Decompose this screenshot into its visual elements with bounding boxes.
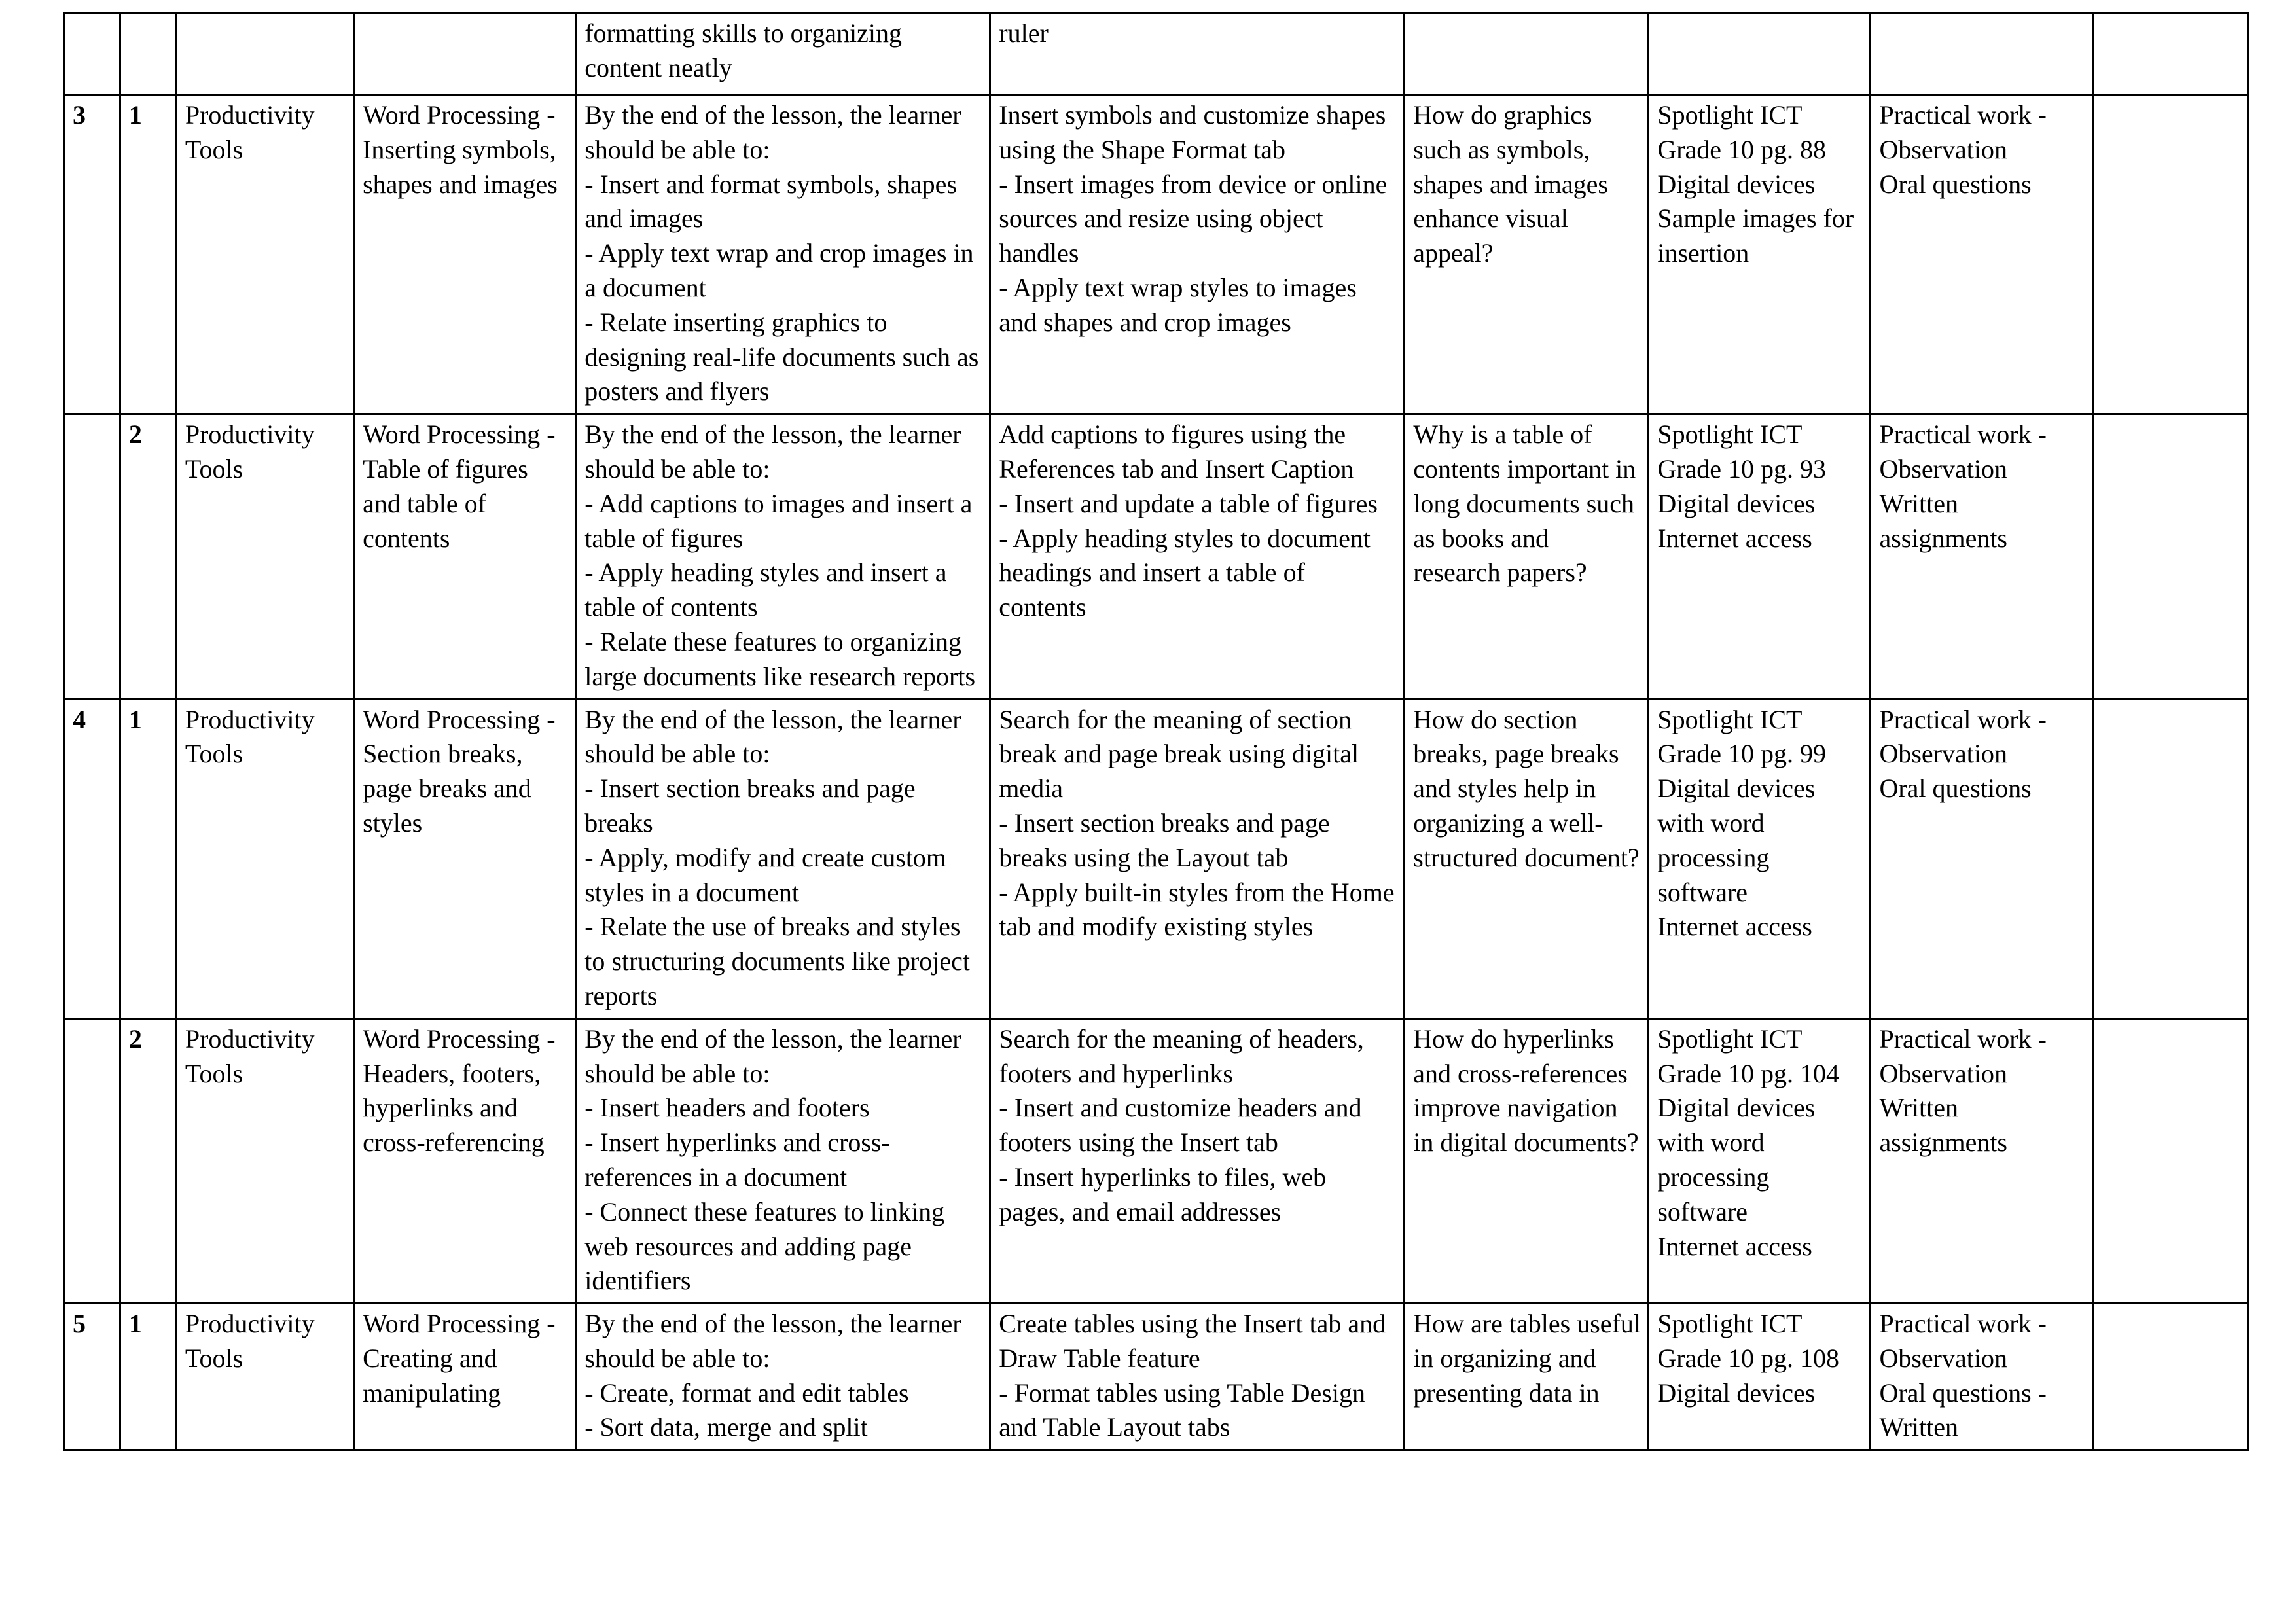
- outcomes-cell: [576, 414, 990, 699]
- strand-cell: Productivity Tools: [176, 699, 353, 1018]
- table-row: [64, 1018, 2248, 1303]
- reflection-cell: [2092, 95, 2248, 414]
- cell-line: - Relate inserting graphics to designing real-life documents such as posters and flyers: [584, 307, 979, 406]
- cell-line: Oral questions: [1879, 774, 2032, 804]
- learning-experiences-cell: [990, 1018, 1405, 1303]
- lesson-cell: 2: [120, 414, 176, 699]
- substrand-cell: [354, 13, 576, 95]
- cell-line: - Create, format and edit tables: [584, 1378, 909, 1408]
- cell-line: Digital devices: [1657, 488, 1816, 518]
- substrand-cell: Word Processing - Section breaks, page breaks and styles: [354, 699, 576, 1018]
- cell-line: - Apply, modify and create custom styles in a document: [584, 842, 947, 907]
- reflection-cell: [2092, 414, 2248, 699]
- learning-resources-cell: [1649, 95, 1871, 414]
- learning-resources-cell: [1649, 1304, 1871, 1450]
- table-row: [64, 95, 2248, 414]
- learning-resources-cell: [1649, 1018, 1871, 1303]
- week-cell: 5: [64, 1304, 120, 1450]
- strand-cell: Productivity Tools: [176, 1018, 353, 1303]
- cell-line: By the end of the lesson, the learner should be able to:: [584, 100, 961, 164]
- key-inquiry-cell: [1405, 13, 1649, 95]
- learning-experiences-cell: [990, 414, 1405, 699]
- learning-experiences-cell: ruler: [990, 13, 1405, 95]
- substrand-cell: Word Processing - Creating and manipulating: [354, 1304, 576, 1450]
- cell-line: - Format tables using Table Design and Table Layout tabs: [999, 1378, 1365, 1442]
- learning-resources-cell: [1649, 414, 1871, 699]
- strand-cell: [176, 13, 353, 95]
- table-row: [64, 699, 2248, 1018]
- cell-line: Spotlight ICT Grade 10 pg. 104: [1657, 1024, 1840, 1088]
- key-inquiry-cell: How are tables useful in organizing and presenting data in: [1405, 1304, 1649, 1450]
- cell-line: Spotlight ICT Grade 10 pg. 88: [1657, 100, 1827, 164]
- table-row: [64, 1304, 2248, 1450]
- outcomes-cell: [576, 1304, 990, 1450]
- key-inquiry-cell: How do hyperlinks and cross-references improve navigation in digital documents?: [1405, 1018, 1649, 1303]
- table-row: [64, 414, 2248, 699]
- learning-experiences-cell: [990, 95, 1405, 414]
- cell-line: - Connect these features to linking web resources and adding page identifiers: [584, 1196, 945, 1296]
- substrand-cell: Word Processing - Table of figures and table of contents: [354, 414, 576, 699]
- cell-line: By the end of the lesson, the learner should be able to:: [584, 419, 961, 484]
- cell-line: - Relate the use of breaks and styles to structuring documents like project reports: [584, 912, 970, 1010]
- learning-experiences-cell: [990, 699, 1405, 1018]
- cell-line: Spotlight ICT Grade 10 pg. 108: [1657, 1309, 1840, 1373]
- substrand-cell: Word Processing - Headers, footers, hyperlinks and cross-referencing: [354, 1018, 576, 1303]
- key-inquiry-cell: How do graphics such as symbols, shapes and images enhance visual appeal?: [1405, 95, 1649, 414]
- reflection-cell: [2092, 13, 2248, 95]
- lesson-cell: 1: [120, 95, 176, 414]
- cell-line: Internet access: [1657, 1231, 1812, 1261]
- cell-line: - Insert hyperlinks to files, web pages, and email addresses: [999, 1162, 1327, 1226]
- week-cell: [64, 13, 120, 95]
- cell-line: Practical work - Observation: [1879, 1024, 2047, 1088]
- cell-line: Practical work - Observation: [1879, 704, 2047, 769]
- learning-resources-cell: [1649, 699, 1871, 1018]
- cell-line: - Insert and format symbols, shapes and images: [584, 169, 958, 234]
- assessment-cell: [1871, 95, 2092, 414]
- cell-line: Internet access: [1657, 523, 1812, 553]
- cell-line: Practical work - Observation: [1879, 419, 2047, 484]
- assessment-cell: [1871, 1304, 2092, 1450]
- lesson-cell: 2: [120, 1018, 176, 1303]
- cell-line: Oral questions: [1879, 169, 2032, 199]
- strand-cell: Productivity Tools: [176, 95, 353, 414]
- lesson-cell: 1: [120, 1304, 176, 1450]
- learning-resources-cell: [1649, 13, 1871, 95]
- week-cell: 3: [64, 95, 120, 414]
- cell-line: Written assignments: [1879, 488, 2007, 553]
- cell-line: - Apply text wrap and crop images in a document: [584, 238, 974, 302]
- table-body: [64, 13, 2248, 1450]
- table-row: [64, 13, 2248, 95]
- cell-line: - Insert and customize headers and footers using the Insert tab: [999, 1093, 1362, 1158]
- cell-line: - Add captions to images and insert a table of figures: [584, 488, 973, 553]
- cell-line: By the end of the lesson, the learner should be able to:: [584, 1024, 961, 1088]
- reflection-cell: [2092, 699, 2248, 1018]
- key-inquiry-cell: Why is a table of contents important in long documents such as books and research papers?: [1405, 414, 1649, 699]
- assessment-cell: [1871, 414, 2092, 699]
- cell-line: Oral questions - Written: [1879, 1378, 2047, 1442]
- outcomes-cell: [576, 1018, 990, 1303]
- cell-line: Spotlight ICT Grade 10 pg. 93: [1657, 419, 1827, 484]
- cell-line: - Apply heading styles and insert a table of contents: [584, 558, 947, 622]
- reflection-cell: [2092, 1018, 2248, 1303]
- cell-line: Internet access: [1657, 912, 1812, 942]
- lesson-cell: 1: [120, 699, 176, 1018]
- cell-line: Digital devices: [1657, 169, 1816, 199]
- cell-line: Written assignments: [1879, 1093, 2007, 1158]
- reflection-cell: [2092, 1304, 2248, 1450]
- cell-line: - Apply text wrap styles to images and shapes and crop images: [999, 272, 1357, 337]
- outcomes-cell: [576, 95, 990, 414]
- cell-line: - Insert headers and footers: [584, 1093, 870, 1123]
- cell-line: Digital devices with word processing software: [1657, 774, 1816, 907]
- cell-line: Practical work - Observation: [1879, 1309, 2047, 1373]
- week-cell: [64, 1018, 120, 1303]
- assessment-cell: [1871, 1018, 2092, 1303]
- cell-line: Search for the meaning of section break and page break using digital media: [999, 704, 1359, 804]
- cell-line: - Insert section breaks and page breaks: [584, 774, 916, 838]
- cell-line: - Insert section breaks and page breaks using the Layout tab: [999, 808, 1330, 872]
- cell-line: Sample images for insertion: [1657, 204, 1854, 268]
- cell-line: Search for the meaning of headers, footers and hyperlinks: [999, 1024, 1364, 1088]
- cell-line: Digital devices: [1657, 1378, 1816, 1408]
- cell-line: Add captions to figures using the References tab and Insert Caption: [999, 419, 1354, 484]
- cell-line: - Apply built-in styles from the Home tab and modify existing styles: [999, 877, 1395, 942]
- substrand-cell: Word Processing - Inserting symbols, shapes and images: [354, 95, 576, 414]
- cell-line: - Insert hyperlinks and cross-references in a document: [584, 1128, 890, 1192]
- cell-line: - Insert images from device or online sources and resize using object handles: [999, 169, 1388, 268]
- learning-experiences-cell: [990, 1304, 1405, 1450]
- key-inquiry-cell: How do section breaks, page breaks and styles help in organizing a well-structured document?: [1405, 699, 1649, 1018]
- cell-line: - Insert and update a table of figures: [999, 488, 1378, 518]
- cell-line: Create tables using the Insert tab and Draw Table feature: [999, 1309, 1386, 1373]
- strand-cell: Productivity Tools: [176, 414, 353, 699]
- lesson-cell: [120, 13, 176, 95]
- week-cell: 4: [64, 699, 120, 1018]
- assessment-cell: [1871, 13, 2092, 95]
- cell-line: Insert symbols and customize shapes using the Shape Format tab: [999, 100, 1386, 164]
- strand-cell: Productivity Tools: [176, 1304, 353, 1450]
- cell-line: Digital devices with word processing software: [1657, 1093, 1816, 1226]
- cell-line: - Sort data, merge and split: [584, 1412, 868, 1442]
- cell-line: Spotlight ICT Grade 10 pg. 99: [1657, 704, 1827, 769]
- cell-line: By the end of the lesson, the learner should be able to:: [584, 1309, 961, 1373]
- cell-line: Practical work - Observation: [1879, 100, 2047, 164]
- cell-line: - Relate these features to organizing large documents like research reports: [584, 626, 976, 691]
- outcomes-cell: [576, 699, 990, 1018]
- assessment-cell: [1871, 699, 2092, 1018]
- scheme-of-work-table: [63, 12, 2249, 1451]
- cell-line: By the end of the lesson, the learner should be able to:: [584, 704, 961, 769]
- outcomes-cell: formatting skills to organizing content neatly: [576, 13, 990, 95]
- cell-line: - Apply heading styles to document headings and insert a table of contents: [999, 523, 1371, 622]
- week-cell: [64, 414, 120, 699]
